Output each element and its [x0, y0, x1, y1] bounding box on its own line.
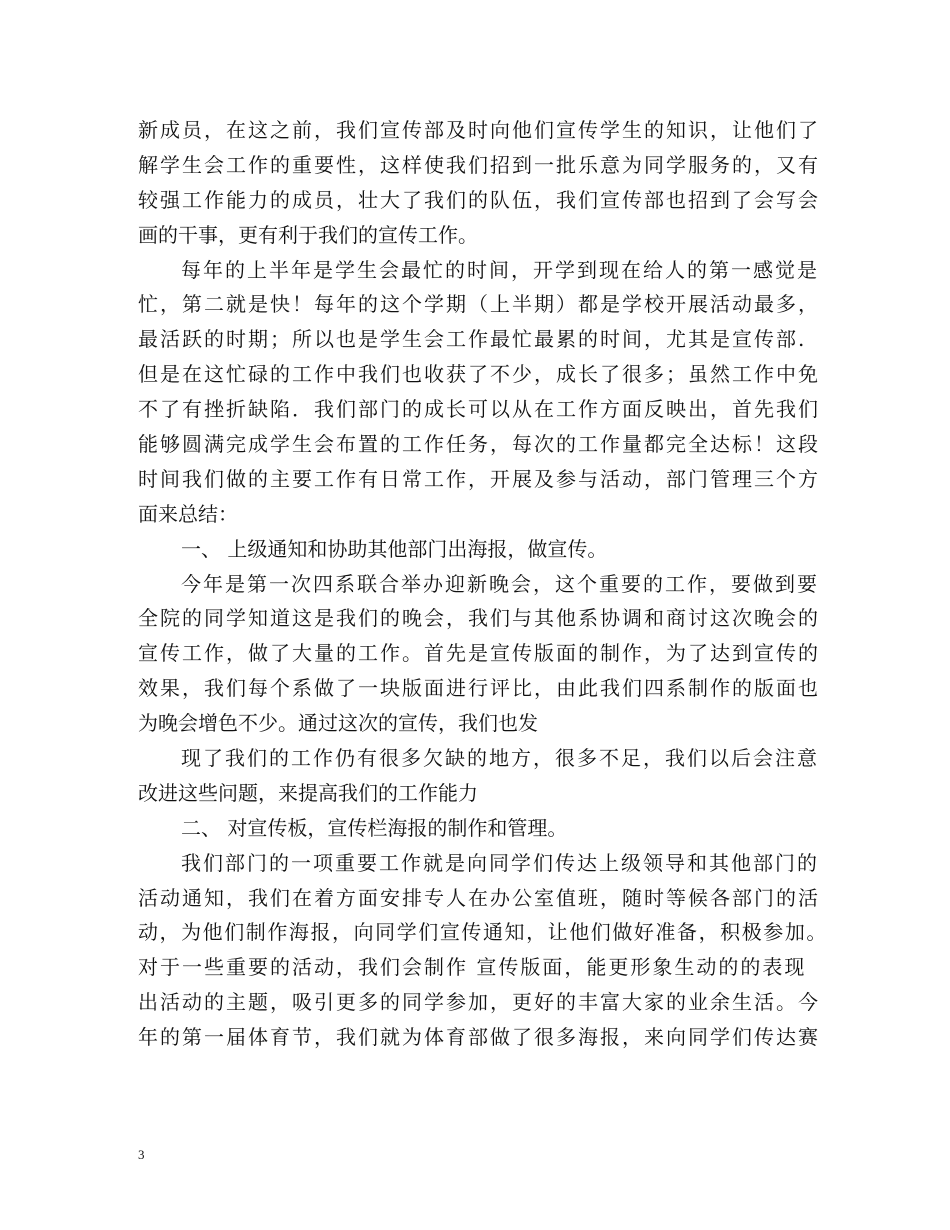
text-line: 能够圆满完成学生会布置的工作任务，每次的工作量都完全达标！这段 — [138, 432, 820, 457]
text-line: 改进这些问题，来提高我们的工作能力 — [138, 780, 478, 805]
text-line: 最活跃的时期；所以也是学生会工作最忙最累的时间，尤其是宣传部. — [138, 327, 807, 352]
text-line: 但是在这忙碌的工作中我们也收获了不少，成长了很多；虽然工作中免 — [138, 362, 820, 387]
text-line: 面来总结： — [138, 501, 238, 526]
text-line: 为晚会增色不少。通过这次的宣传，我们也发 — [138, 711, 538, 736]
text-line: 较强工作能力的成员，壮大了我们的队伍，我们宣传部也招到了会写会 — [138, 187, 820, 212]
text-line: 新成员，在这之前，我们宣传部及时向他们宣传学生的知识，让他们了 — [138, 118, 820, 142]
text-line: 时间我们做的主要工作有日常工作，开展及参与活动，部门管理三个方 — [138, 466, 820, 491]
text-line: 忙，第二就是快！每年的这个学期（上半期）都是学校开展活动最多， — [138, 292, 820, 317]
text-line: 解学生会工作的重要性，这样使我们招到一批乐意为同学服务的，又有 — [138, 152, 820, 177]
text-line: 一、 上级通知和协助其他部门出海报，做宣传。 — [181, 536, 608, 561]
text-line: 每年的上半年是学生会最忙的时间，开学到现在给人的第一感觉是 — [181, 257, 819, 282]
text-line: 今年是第一次四系联合举办迎新晚会，这个重要的工作，要做到要 — [181, 571, 819, 596]
text-line: 年的第一届体育节，我们就为体育部做了很多海报，来向同学们传达赛 — [138, 1025, 820, 1050]
text-line: 动，为他们制作海报，向同学们宣传通知，让他们做好准备，积极参加。 — [138, 920, 828, 945]
text-line: 二、 对宣传板，宣传栏海报的制作和管理。 — [181, 815, 568, 840]
text-line: 现了我们的工作仍有很多欠缺的地方，很多不足，我们以后会注意 — [181, 746, 819, 771]
text-line: 我们部门的一项重要工作就是向同学们传达上级领导和其他部门的 — [181, 850, 819, 875]
text-line: 效果，我们每个系做了一块版面进行评比，由此我们四系制作的版面也 — [138, 676, 820, 701]
text-line: 对于一些重要的活动，我们会制作 宣传版面，能更形象生动的的表现 — [138, 955, 807, 980]
text-line: 出活动的主题，吸引更多的同学参加，更好的丰富大家的业余生活。今 — [138, 990, 820, 1015]
body-text — [138, 113, 828, 1055]
text-line: 全院的同学知道这是我们的晚会，我们与其他系协调和商讨这次晚会的 — [138, 606, 820, 631]
text-line: 不了有挫折缺陷．我们部门的成长可以从在工作方面反映出，首先我们 — [138, 397, 820, 422]
text-line: 画的干事，更有利于我们的宣传工作。 — [138, 222, 478, 247]
text-line: 宣传工作，做了大量的工作。首先是宣传版面的制作，为了达到宣传的 — [138, 641, 820, 666]
page-number: 3 — [138, 1147, 145, 1162]
text-line: 活动通知，我们在着方面安排专人在办公室值班，随时等候各部门的活 — [138, 885, 820, 910]
